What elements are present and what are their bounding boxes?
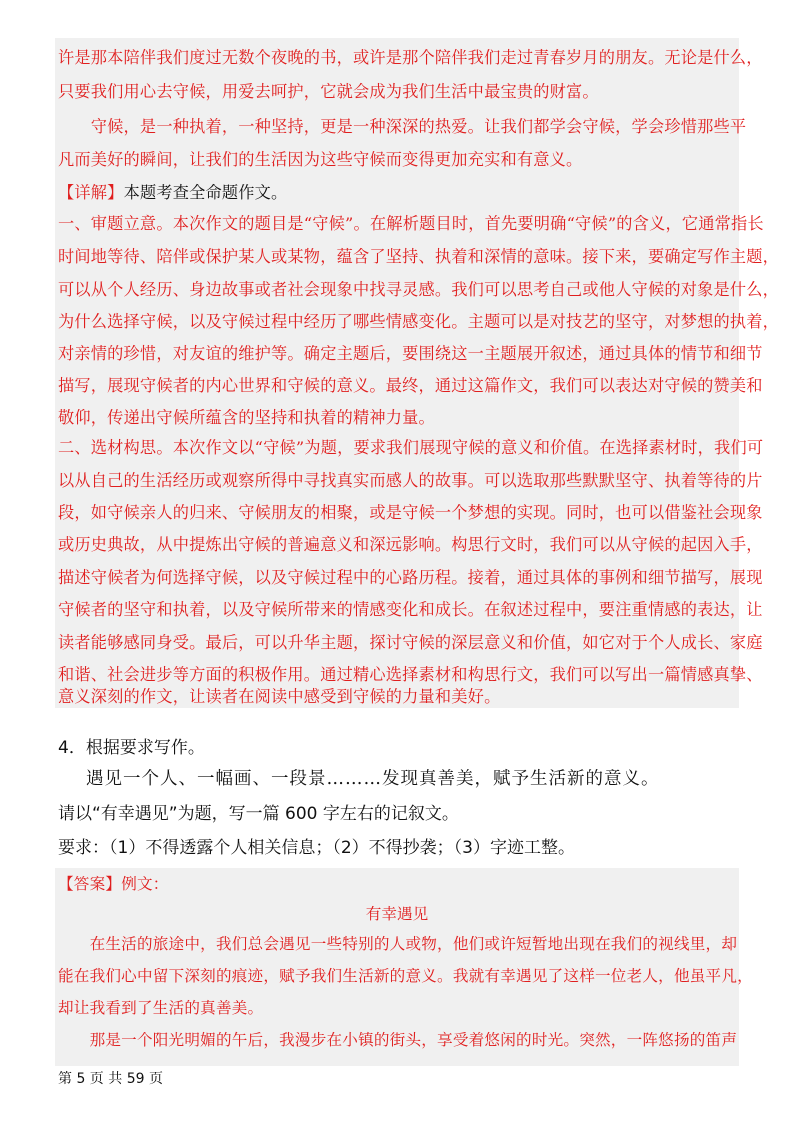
essay-line: 守候，是一种执着，一种坚持，更是一种深深的热爱。让我们都学会守候，学会珍惜那些平: [58, 117, 747, 136]
question-quote: 遇见一个人、一幅画、一段景………发现真善美，赋予生活新的意义。: [86, 769, 660, 789]
analysis-line: 以从自己的生活经历或观察所得中寻找真实而感人的故事。可以选取那些默默坚守、执着等待的片: [58, 471, 763, 490]
analysis-line: 段，如守候亲人的归来、守候朋友的相聚，或是守候一个梦想的实现。同时，也可以借鉴社会现象: [58, 503, 763, 522]
page-footer: 第 5 页 共 59 页: [58, 1071, 163, 1087]
essay-line: 凡而美好的瞬间，让我们的生活因为这些守候而变得更加充实和有意义。: [58, 150, 583, 169]
question-number: 4．: [58, 738, 86, 758]
essay-line: 能在我们心中留下深刻的痕迹，赋予我们生活新的意义。我就有幸遇见了这样一位老人，他虽平凡，: [58, 967, 753, 985]
essay-line: 许是那本陪伴我们度过无数个夜晚的书，或许是那个陪伴我们走过青春岁月的朋友。无论是什么，: [58, 48, 763, 67]
answer-heading: [58, 872, 169, 894]
analysis-line: 描述守候者为何选择守候，以及守候过程中的心路历程。接着，通过具体的事例和细节描写，展现: [58, 568, 763, 587]
detail-tag: 【详解】: [58, 183, 124, 202]
question-prompt: 根据要求写作。: [85, 738, 205, 758]
answer-tag: 【答案】: [58, 875, 122, 893]
essay-line: 却让我看到了生活的真善美。: [58, 999, 264, 1017]
analysis-line: 意义深刻的作文，让读者在阅读中感受到守候的力量和美好。: [58, 687, 501, 706]
essay-line: 那是一个阳光明媚的午后，我漫步在小镇的街头，享受着悠闲的时光。突然，一阵悠扬的笛声: [58, 1031, 738, 1049]
detail-text: 本题考查全命题作文。: [123, 183, 288, 202]
question-requirements: 要求：（1）不得透露个人相关信息；（2）不得抄袭；（3）字迹工整。: [58, 838, 575, 858]
analysis-line: 和谐、社会进步等方面的积极作用。通过精心选择素材和构思行文，我们可以写出一篇情感真挚、: [58, 665, 763, 684]
analysis-line: 一、审题立意。本次作文的题目是“守候”。在解析题目时，首先要明确“守候”的含义，它通常指长: [58, 214, 764, 233]
analysis-line: 时间地等待、陪伴或保护某人或某物，蕴含了坚持、执着和深情的意味。接下来，要确定写作主题，: [58, 247, 780, 266]
question-heading: [58, 733, 205, 758]
answer-block-1: [55, 38, 780, 708]
analysis-line: 为什么选择守候，以及守候过程中经历了哪些情感变化。主题可以是对技艺的坚守，对梦想的执着，: [58, 312, 780, 331]
analysis-line: 敬仰，传递出守候所蕴含的坚持和执着的精神力量。: [58, 408, 435, 427]
analysis-line: 或历史典故，从中提炼出守候的普遍意义和深远影响。构思行文时，我们可以从守候的起因入手，: [58, 535, 763, 554]
analysis-line: 二、选材构思。本次作文以“守候”为题，要求我们展现守候的意义和价值。在选择素材时，我们可: [58, 438, 764, 457]
analysis-line: 对亲情的珍惜，对友谊的维护等。确定主题后，要围绕这一主题展开叙述，通过具体的情节和细节: [58, 344, 763, 363]
question-instruction: 请以“有幸遇见”为题，写一篇 600 字左右的记叙文。: [58, 804, 459, 824]
essay-title: 有幸遇见: [365, 905, 429, 923]
analysis-line: 可以从个人经历、身边故事或者社会现象中找寻灵感。我们可以思考自己或他人守候的对象是什么，: [58, 280, 780, 299]
detail-heading: [58, 179, 287, 203]
answer-text: 例文：: [121, 875, 169, 893]
essay-line: 只要我们用心去守候，用爱去呵护，它就会成为我们生活中最宝贵的财富。: [58, 82, 599, 101]
essay-line: 在生活的旅途中，我们总会遇见一些特别的人或物，他们或许短暂地出现在我们的视线里，却: [58, 935, 738, 953]
analysis-line: 描写，展现守候者的内心世界和守候的意义。最终，通过这篇作文，我们可以表达对守候的赞美和: [58, 376, 763, 395]
answer-block-2: [55, 868, 753, 1066]
analysis-line: 守候者的坚守和执着，以及守候所带来的情感变化和成长。在叙述过程中，要注重情感的表达，让: [58, 600, 763, 619]
analysis-line: 读者能够感同身受。最后，可以升华主题，探讨守候的深层意义和价值，如它对于个人成长、家庭: [58, 633, 763, 652]
